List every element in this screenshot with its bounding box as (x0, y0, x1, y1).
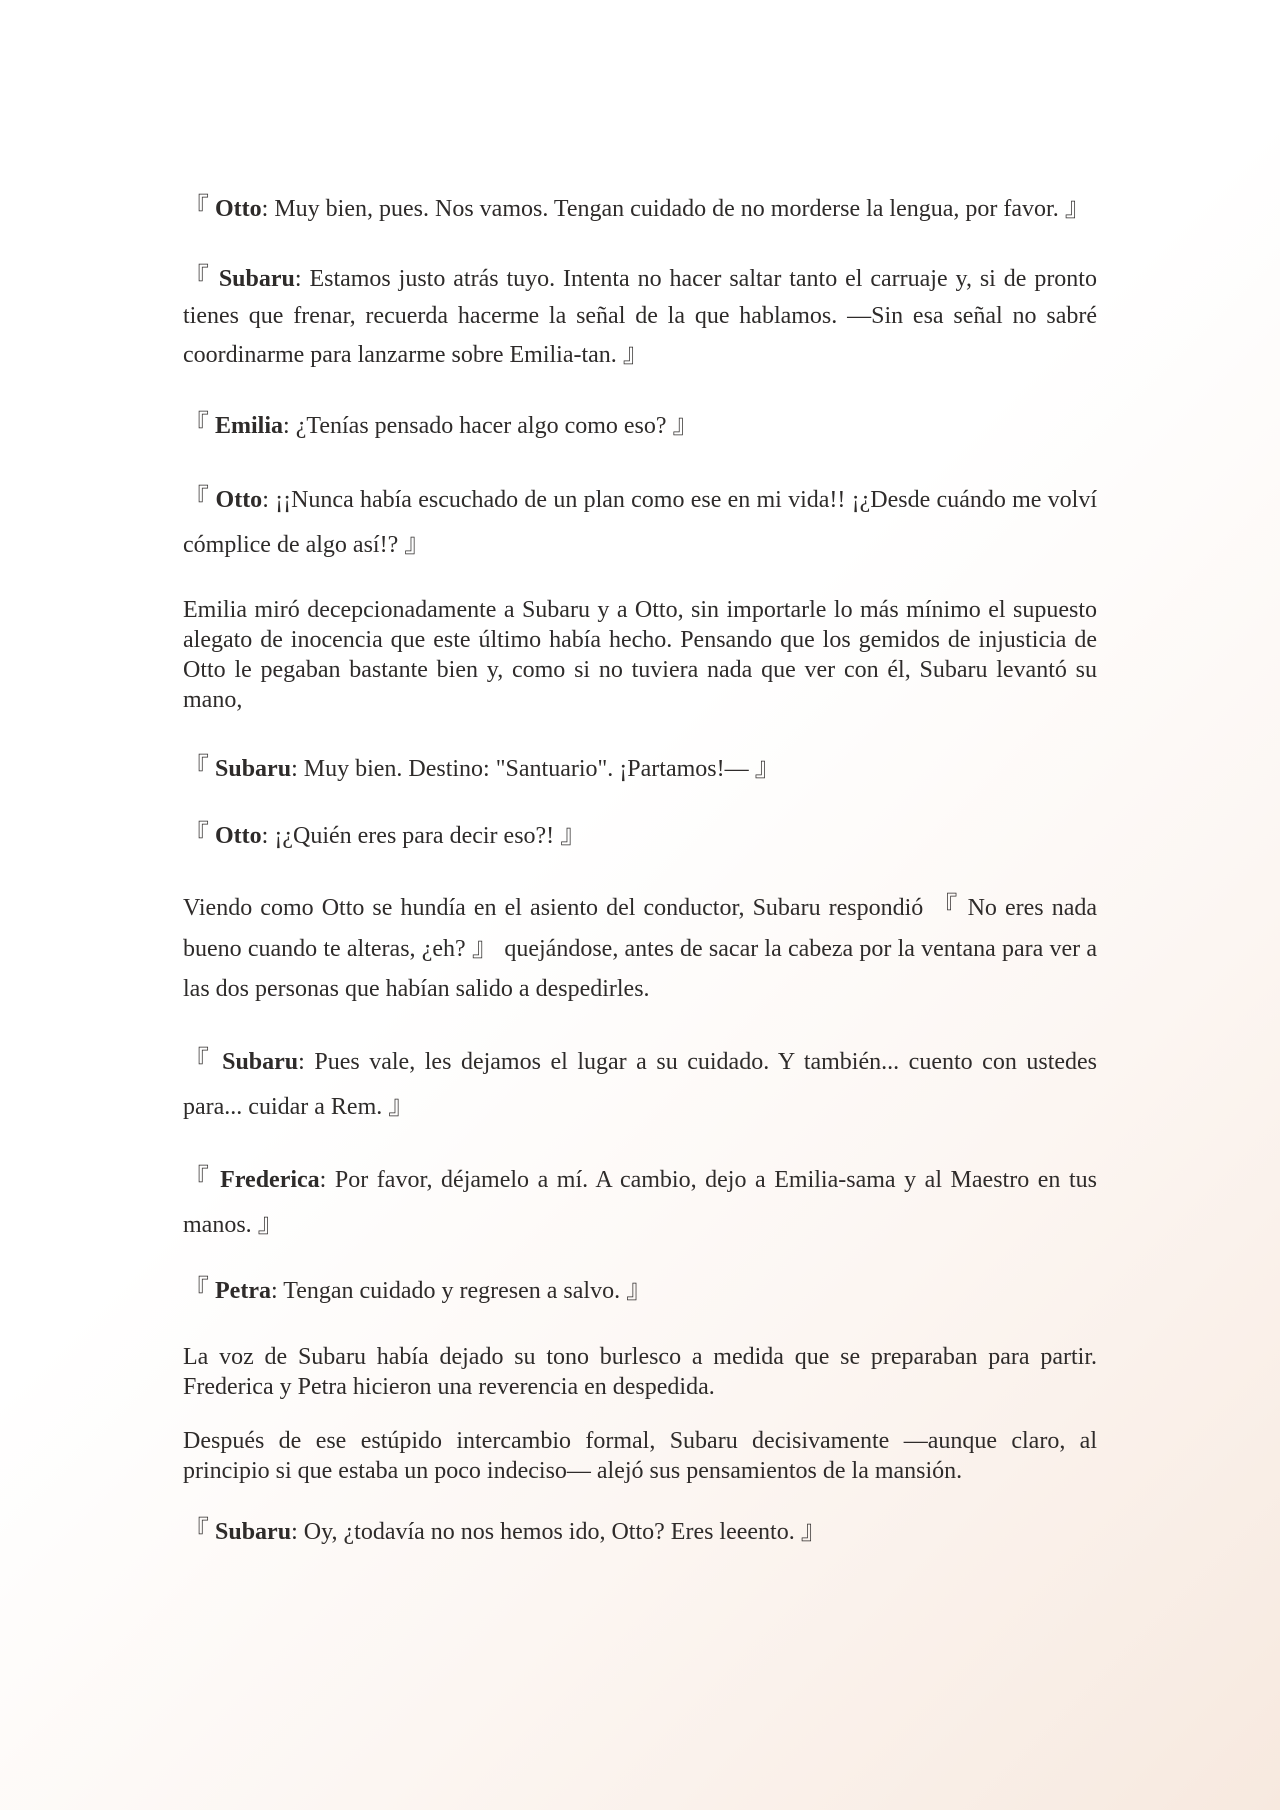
open-quote-bracket: 『 (183, 1046, 213, 1075)
close-quote-bracket: 』 (404, 529, 431, 558)
dialogue-text: Por favor, déjamelo a mí. A cambio, dejo a Emilia-sama y al Maestro en tus manos. (183, 1167, 1097, 1238)
narration-paragraph: La voz de Subaru había dejado su tono burlesco a medida que se preparaban para partir. Frederica y Petra hicieron una reverencia en despedida. (183, 1344, 1097, 1400)
close-quote-bracket: 』 (1064, 193, 1091, 222)
quoted-speech: No eres nada bueno cuando te alteras, ¿eh? (183, 895, 1098, 962)
dialogue-text: Oy, ¿todavía no nos hemos ido, Otto? Eres leeento. (303, 1519, 795, 1545)
speaker-name: Otto (215, 487, 263, 513)
dialogue-text: Muy bien. Destino: "Santuario". ¡Partamos!— (303, 756, 749, 782)
close-quote-bracket: 』 (800, 1516, 827, 1545)
dialogue-text: Pues vale, les dejamos el lugar a su cuidado. Y también... cuento con ustedes para... cuidar a Rem. (183, 1049, 1098, 1120)
close-quote-bracket: 』 (257, 1209, 284, 1238)
dialogue-text: Muy bien, pues. Nos vamos. Tengan cuidado de no morderse la lengua, por favor. (274, 196, 1059, 222)
dialogue-text: Estamos justo atrás tuyo. Intenta no hacer saltar tanto el carruaje y, si de pronto tienes que frenar, recuerda hacerme la señal de la que hablamos. —Sin esa señal no sabré coordinarme para lanzarme sobre Emilia-tan. (183, 266, 1097, 368)
close-quote-bracket: 』 (622, 339, 649, 368)
narration-paragraph (183, 887, 1097, 1009)
open-quote-bracket: 『 (183, 1516, 210, 1545)
close-quote-bracket: 』 (672, 410, 699, 439)
dialogue-line: 『 Otto: ¡¿Quién eres para decir eso?! 』 (183, 820, 587, 849)
open-quote-bracket: 『 (183, 410, 210, 439)
speaker-name: Subaru (215, 1519, 292, 1545)
open-quote-bracket: 『 (183, 263, 211, 292)
speaker-name: Otto (215, 823, 262, 849)
speaker-name: Frederica (220, 1167, 320, 1193)
speaker-name: Emilia (215, 413, 284, 439)
narration-paragraph: Después de ese estúpido intercambio formal, Subaru decisivamente —aunque claro, al principio si que estaba un poco indeciso— alejó sus pensamientos de la mansión. (183, 1428, 1097, 1484)
close-quote-bracket: 』 (388, 1091, 415, 1120)
narration-text: Viendo como Otto se hundía en el asiento del conductor, Subaru respondió (183, 895, 924, 921)
dialogue-text: ¡¡Nunca había escuchado de un plan como ese en mi vida!! ¡¿Desde cuándo me volví cómplice de algo así!? (183, 487, 1098, 558)
dialogue-line: 『 Subaru: Oy, ¿todavía no nos hemos ido, Otto? Eres leeento. 』 (183, 1516, 827, 1545)
speaker-name: Subaru (218, 266, 295, 292)
dialogue-text: Tengan cuidado y regresen a salvo. (283, 1278, 621, 1304)
close-quote-bracket: 』 (754, 753, 781, 782)
open-quote-bracket: 『 (183, 1275, 210, 1304)
open-quote-bracket: 『 (183, 1164, 212, 1193)
dialogue-text: ¡¿Quién eres para decir eso?! (274, 823, 555, 849)
narration-paragraph: Emilia miró decepcionadamente a Subaru y a Otto, sin importarle lo más mínimo el supuesto alegato de inocencia que este último había hecho. Pensando que los gemidos de injusticia de Otto le pegaban bastante bien y, como si no tuviera nada que ver con él, Subaru levantó su mano, (183, 597, 1097, 713)
narration-text: quejándose, antes de sacar la cabeza por la ventana para ver a las dos personas que habían salido a despedirles. (183, 936, 1098, 1002)
speaker-name: Subaru (222, 1049, 299, 1075)
open-quote-bracket: 『 (183, 753, 210, 782)
dialogue-line: 『 Emilia: ¿Tenías pensado hacer algo como eso? 』 (183, 410, 699, 439)
close-quote-bracket: 』 (626, 1275, 653, 1304)
dialogue-text: ¿Tenías pensado hacer algo como eso? (295, 413, 667, 439)
dialogue-line: 『 Subaru: Muy bien. Destino: "Santuario". ¡Partamos!— 』 (183, 753, 781, 782)
dialogue-line: 『 Subaru: Estamos justo atrás tuyo. Intenta no hacer saltar tanto el carruaje y, si de pronto tienes que frenar, recuerda hacerme la señal de la que hablamos. —Sin esa señal no sabré coordinarme para lanzarme sobre Emilia-tan. 』 (183, 263, 1097, 368)
close-quote-bracket: 』 (471, 933, 499, 962)
speaker-name: Subaru (215, 756, 292, 782)
open-quote-bracket: 『 (183, 193, 210, 222)
text-column (183, 186, 1097, 1585)
dialogue-line: 『 Otto: Muy bien, pues. Nos vamos. Tengan cuidado de no morderse la lengua, por favor. 』 (183, 193, 1091, 222)
close-quote-bracket: 』 (560, 820, 587, 849)
dialogue-line: 『 Otto: ¡¡Nunca había escuchado de un plan como ese en mi vida!! ¡¿Desde cuándo me volví cómplice de algo así!? 』 (183, 484, 1098, 558)
speaker-name: Otto (215, 196, 262, 222)
dialogue-line: 『 Petra: Tengan cuidado y regresen a salvo. 』 (183, 1275, 653, 1304)
dialogue-line: 『 Subaru: Pues vale, les dejamos el lugar a su cuidado. Y también... cuento con ustedes para... cuidar a Rem. 』 (183, 1046, 1098, 1120)
dialogue-line: 『 Frederica: Por favor, déjamelo a mí. A cambio, dejo a Emilia-sama y al Maestro en tus manos. 』 (183, 1164, 1097, 1238)
open-quote-bracket: 『 (183, 820, 210, 849)
speaker-name: Petra (215, 1278, 271, 1304)
open-quote-bracket: 『 (183, 484, 210, 513)
open-quote-bracket: 『 (931, 892, 960, 921)
